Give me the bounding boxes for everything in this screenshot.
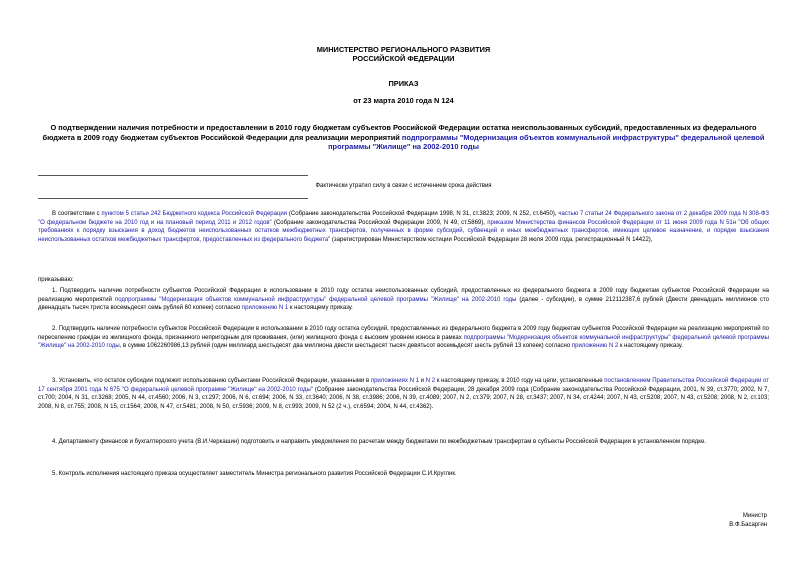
minfin-order-link[interactable]: приказом Министерства финансов Российской Федерации от 11 июня 2009 года N 51н "Об общих требованиях к порядку взыскания в доход бюджетов неиспользованных остатков межбюджетных трансфертов, полученных в форме субсидий, субвенций и иных межбюджетных трансфертов, имеющих целевое назначение, и порядке взыскания неиспользованных остатков межбюджетных трансфертов, предоставленных из федерального бюджета" <box>38 219 769 243</box>
item-2-text-3: к настоящему приказу. <box>618 343 683 350</box>
preamble-paragraph <box>38 210 769 244</box>
item-2-text-2: , в сумме 1062260986,13 рублей (один миллиард шестьдесят два миллиона двести шестьдесят тысяч девятьсот восемьдесят шесть рублей 13 копеек) согласно <box>119 343 572 350</box>
item-2-text-1: 2. Подтвердить наличие потребности субъектов Российской Федерации в использовании в 2010 году остатка субсидий, предоставленных из федерального бюджета в 2009 году бюджетам субъектов Российской Федерации на реализацию мероприятий по переселению граждан из жилищного фонда, признанного непригодным для проживания, (или) жилищного фонда с высоким уровнем износа в рамках <box>38 326 769 341</box>
ministry-name-line2: РОССИЙСКОЙ ФЕДЕРАЦИИ <box>352 54 455 63</box>
preamble-text-4: (зарегистрирован Министерством юстиции Российской Федерации 28 июля 2009 года, регистрационный N 14422), <box>330 236 653 243</box>
preamble-text-3: (Собрание законодательства Российской Федерации 2009, N 49, ст.5869), <box>271 219 488 226</box>
item-1-subprogram-link[interactable]: подпрограммы "Модернизация объектов коммунальной инфраструктуры" федеральной целевой программы "Жилище" на 2002-2010 годы <box>114 296 517 303</box>
signature-name: В.Ф.Басаргин <box>729 522 767 528</box>
item-1-text-2: (далее - субсидии), в сумме 212112387,6 рублей (Двести двенадцать миллионов сто двенадцать тысяч триста восемьдесят семь рублей 60 копеек) согласно <box>38 296 769 312</box>
appendix-1-link[interactable]: приложению N 1 <box>241 305 289 312</box>
item-1-text-3: к настоящему приказу. <box>288 305 353 312</box>
item-3-text-1: 3. Установить, что остаток субсидии подлежит использованию субъектами Российской Федерации, указанными в <box>52 378 371 384</box>
ministry-name-line1: МИНИСТЕРСТВО РЕГИОНАЛЬНОГО РАЗВИТИЯ <box>316 45 491 54</box>
item-3-text-2: и <box>418 378 426 384</box>
item-2-paragraph <box>38 325 769 351</box>
budget-code-link[interactable]: пунктом 5 статьи 242 Бюджетного кодекса Российской Федерации <box>101 211 288 217</box>
status-note: Фактически утратил силу в связи с истечением срока действия <box>315 183 492 189</box>
divider-bottom <box>38 198 308 199</box>
item-4-paragraph <box>38 438 769 447</box>
document-type: ПРИКАЗ <box>388 79 419 88</box>
item-2-subprogram-link[interactable]: подпрограммы "Модернизация объектов коммунальной инфраструктуры" федеральной целевой программы "Жилище" на 2002-2010 годы <box>38 334 769 350</box>
appendices-2-link[interactable]: N 2 <box>425 378 436 384</box>
title-text: О подтверждении наличия потребности и предоставлении в 2010 году бюджетам субъектов Российской Федерации остатка неиспользованных субсидий, предоставленных из федерального бюджета в 2009 году бюджетам субъектов Российской Федерации для реализации мероприятий <box>42 123 757 142</box>
divider-top <box>38 175 308 176</box>
signature-position: Министр <box>742 513 767 519</box>
appendices-1-link[interactable]: приложениях N 1 <box>370 378 419 384</box>
item-5-text: 5. Контроль исполнения настоящего приказа осуществляет заместитель Министра регионального развития Российской Федерации С.И.Круглик. <box>52 471 457 477</box>
appendix-2-link[interactable]: приложению N 2 <box>571 343 619 350</box>
item-3-text-4: (Собрание законодательства Российской Федерации, 28 декабря 2009 года (Собрание законодательства Российской Федерации, 2001, N 39, ст.3770; 2002, N 7, ст.700; 2004, N 31, ст.3268; 2005, N 44, ст.4560; 2006, N 3, ст.297; 2006, N 6, ст.694; 2006, N 33, ст.3640; 2006, N 38, ст.3986; 2006, N 39, ст.4089; 2007, N 2, ст.379; 2007, N 28, ст.3437; 2007, N 34, ст.4244; 2007, N 43, ст.5208; 2007, N 43, ст.5208; 2008, N 2, ст.103; 2008, N 8, ст.755; 2008, N 15, ст.1564; 2008, N 47, ст.5481; 2008, N 50, ст.5936; 2009, N 8, ст.993; 2009, N 52 (2 ч.), ст.6594; 2004, N 44, ст.4362). <box>38 386 769 410</box>
item-1-paragraph <box>38 287 769 313</box>
preamble-text-1: В соответствии с <box>52 211 102 217</box>
document-page <box>38 0 769 571</box>
title-subprogram-link[interactable]: подпрограммы "Модернизация объектов коммунальной инфраструктуры" федеральной целевой программы "Жилище" на 2002-2010 годы <box>328 132 765 151</box>
preamble-text-2: (Собрание законодательства Российской Федерации 1998, N 31, ст.3823; 2009, N 252, ст.6450), <box>287 211 559 217</box>
item-1-text-1: 1. Подтвердить наличие потребности субъектов Российской Федерации в использовании в 2010 году остатка неиспользованных субсидий, предоставленных из федерального бюджета в 2009 году бюджетам субъектов Российской Федерации на реализацию мероприятий <box>38 288 769 303</box>
order-word: приказываю: <box>38 277 74 283</box>
federal-law-link[interactable]: частью 7 статьи 24 Федерального закона от 2 декабря 2009 года N 308-ФЗ "О федеральном бюджете на 2010 год и на плановый период 2011 и 2012 годов" <box>38 211 770 226</box>
item-4-text: 4. Департаменту финансов и бухгалтерского учета (В.И.Черкашин) подготовить и направить уведомления по расчетам между бюджетами по межбюджетным трансфертам в субъекты Российской Федерации в установленном порядке. <box>52 439 706 445</box>
document-title <box>38 123 769 152</box>
document-date-number: от 23 марта 2010 года N 124 <box>353 96 454 105</box>
item-5-paragraph <box>38 470 769 479</box>
item-3-text-3: к настоящему приказу, в 2010 году на цели, установленные <box>435 378 605 384</box>
item-3-paragraph <box>38 377 769 411</box>
government-resolution-link[interactable]: постановлением Правительства Российской Федерации от 17 сентября 2001 года N 675 "О федеральной целевой программе "Жилище" на 2002-2010 годы" <box>38 378 769 393</box>
